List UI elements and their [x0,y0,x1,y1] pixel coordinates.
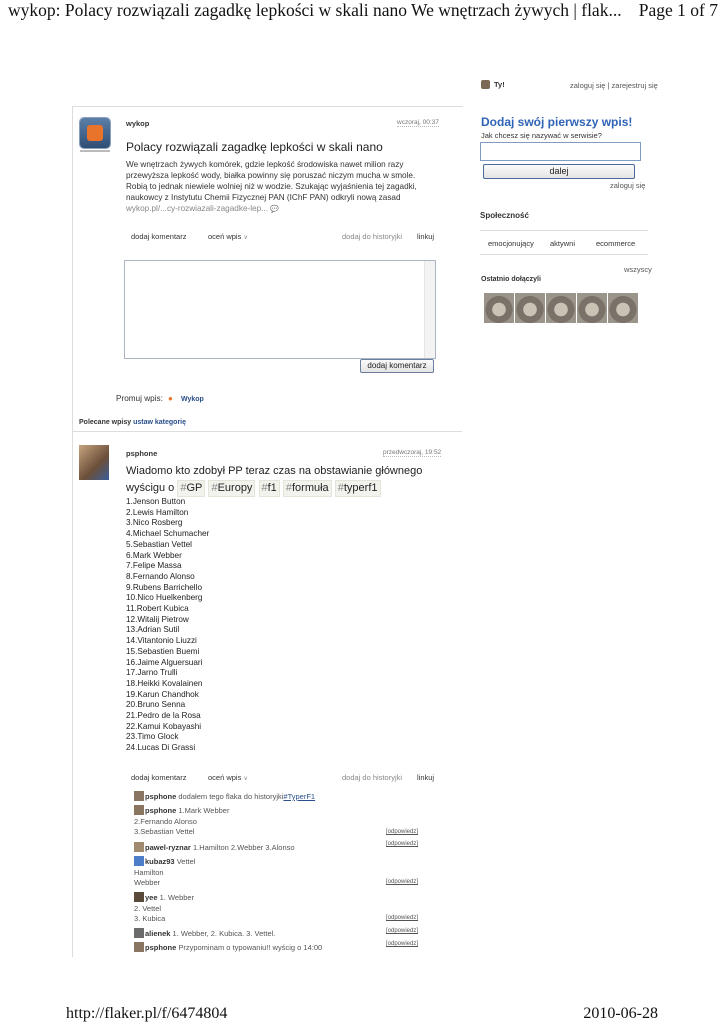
driver-list-item: 13.Adrian Sutil [126,625,180,635]
user-avatar-icon [481,80,490,89]
recommended-header [79,419,186,426]
avatar[interactable] [577,293,607,323]
post2-time[interactable]: przedwczoraj, 19:52 [383,449,442,456]
post-link[interactable]: wykop.pl/...cy-rozwiazali-zagadke-lep... [126,204,268,213]
post2-title-prefix: wyścigu o [126,481,175,494]
comment-hashtag-link[interactable]: #TyperF1 [283,792,316,801]
comment-author[interactable]: psphone [145,806,177,815]
avatar[interactable] [484,293,514,323]
post-time[interactable]: wczoraj, 00:37 [397,119,439,126]
post2-title [126,464,446,497]
tag-typerf1[interactable]: #typerf1 [335,480,381,498]
login-register-links[interactable]: zaloguj się | zarejestruj się [570,81,658,90]
comment-author[interactable]: kubaz93 [145,857,175,866]
current-user: Ty! [494,80,505,89]
driver-list-item: 23.Timo Glock [126,732,179,742]
driver-list-item: 15.Sebastien Buemi [126,646,200,656]
avatar[interactable] [134,942,144,952]
rate-post-dropdown[interactable] [208,232,248,241]
comment-text: 1. Webber [159,893,195,902]
comment-textarea[interactable] [124,260,436,359]
sidebar-heading: Dodaj swój pierwszy wpis! [481,115,633,129]
comment-text: Hamilton [134,867,164,877]
avatar[interactable] [134,791,144,801]
bullet-icon: ● [168,394,173,403]
comment-author[interactable]: pawel-ryznar [145,843,191,852]
driver-list-item: 10.Nico Huelkenberg [126,593,203,603]
driver-list-item: 3.Nico Rosberg [126,518,183,528]
driver-list-item: 11.Robert Kubica [126,604,189,614]
avatar[interactable] [134,928,144,938]
driver-list-item: 16.Jaime Alguersuari [126,657,203,667]
tag-label: GP [186,481,203,494]
reply-link[interactable]: [odpowiedz] [386,915,419,921]
add-to-story-link[interactable]: dodaj do historyjki [342,232,403,241]
comment-text: 1. Webber, 2. Kubica. 3. Vettel. [172,929,276,938]
divider [72,431,462,432]
comment-author[interactable]: psphone [145,792,177,801]
tag-gp[interactable]: #GP [177,480,205,498]
tag-europy[interactable]: #Europy [208,480,255,498]
comment-text: 1.Mark Webber [178,806,230,815]
nickname-input[interactable] [480,142,641,161]
avatar[interactable] [134,856,144,866]
comment-text: Webber [134,878,161,887]
avatar[interactable] [546,293,576,323]
rate-label: oceń wpis [208,232,242,241]
set-category-link[interactable]: ustaw kategorię [133,419,187,426]
tab-emotional[interactable]: emocjonujący [488,239,534,248]
driver-list-item: 8.Fernando Alonso [126,571,195,581]
print-page-number: Page 1 of 7 [638,0,718,20]
post2-permalink-link[interactable]: linkuj [417,773,435,782]
comment-item [134,805,229,838]
comment-item [134,791,315,803]
avatar[interactable] [608,293,638,323]
add-comment-link[interactable]: dodaj komentarz [131,232,187,241]
driver-list-item: 24.Lucas Di Grassi [126,743,196,753]
textarea-scrollbar[interactable] [424,261,435,358]
comment-item [134,928,275,940]
recent-users [484,293,640,324]
driver-list [126,497,209,754]
comment-author[interactable]: psphone [145,943,177,952]
post2-rate-dropdown[interactable] [208,773,248,782]
driver-list-item: 20.Bruno Senna [126,700,186,710]
comment-text: 1.Hamilton 2.Webber 3.Alonso [192,843,295,852]
all-users-link[interactable]: wszyscy [624,265,652,274]
comment-text: 3.Sebastian Vettel [134,827,195,836]
post-body-line: przewyższa lepkość wody, białka powinny się poruszać niczym mucha w smole. [126,171,416,180]
psphone-avatar-icon[interactable] [79,445,109,480]
reply-link[interactable]: [odpowiedz] [386,928,419,934]
post2-add-comment-link[interactable]: dodaj komentarz [131,773,187,782]
reply-link[interactable]: [odpowiedz] [386,941,419,947]
driver-list-item: 4.Michael Schumacher [126,529,210,539]
post-body-line: We wnętrzach żywych komórek, gdzie lepkość środowiska nawet milion razy [126,160,404,169]
driver-list-item: 21.Pedro de la Rosa [126,711,201,721]
comment-author[interactable]: yee [145,893,158,902]
promote-label: Promuj wpis: [116,394,163,403]
comment-item [134,856,195,889]
driver-list-item: 17.Jarno Trulli [126,668,178,678]
tab-active[interactable]: aktywni [550,239,576,248]
tag-label: typerf1 [343,481,378,494]
post2-title-line: Wiadomo kto zdobył PP teraz czas na obstawianie głównego [126,465,423,477]
comment-item [134,842,295,854]
tag-formula[interactable]: #formuła [283,480,332,498]
avatar[interactable] [515,293,545,323]
permalink-link[interactable]: linkuj [417,232,435,241]
comment-text: 2. Vettel [134,903,162,913]
print-title: wykop: Polacy rozwiązali zagadkę lepkości w skali nano We wnętrzach żywych | flak... [8,0,622,20]
tag-label: formuła [292,481,329,494]
divider [480,230,648,231]
comment-item [134,892,194,925]
post2-author[interactable]: psphone [126,449,158,458]
print-date: 2010-06-28 [583,1005,658,1022]
community-heading: Społeczność [480,211,529,220]
driver-list-item: 12.Witalij Pietrow [126,614,189,624]
wykop-avatar-icon[interactable] [80,118,110,148]
post-title: Polacy rozwiązali zagadkę lepkości w skali nano [126,140,383,154]
avatar-underline [80,150,110,152]
chevron-down-icon: ∨ [243,776,248,782]
avatar[interactable] [134,842,144,852]
driver-list-item: 1.Jenson Button [126,497,186,506]
rate-label: oceń wpis [208,773,242,782]
reply-link[interactable]: [odpowiedz] [386,841,419,847]
nickname-question: Jak chcesz się nazywać w serwisie? [481,131,602,140]
comment-text: Przypominam o typowaniu!! wyścig o 14:00 [178,943,323,952]
post-body-line: Robią to jednak niewiele wolniej niż w wodzie. Szukając wyjaśnienia tej zagadki, [126,182,417,191]
tag-label: Europy [217,481,253,494]
avatar[interactable] [134,805,144,815]
comment-item [134,942,322,954]
tag-f1[interactable]: #f1 [259,480,280,498]
recently-joined-heading: Ostatnio dołączyli [481,276,541,283]
post-author[interactable]: wykop [126,119,150,128]
comment-text: Vettel [176,857,196,866]
post-body [126,159,446,215]
comment-text: dodałem tego flaka do historyjki [178,792,284,801]
post2-add-to-story-link[interactable]: dodaj do historyjki [342,773,403,782]
sidebar-login-link[interactable]: zaloguj się [610,181,646,190]
driver-list-item: 14.Vitantonio Liuzzi [126,636,197,646]
avatar[interactable] [134,892,144,902]
driver-list-item: 6.Mark Webber [126,550,182,560]
recommended-label: Polecane wpisy [79,419,132,426]
next-button[interactable]: dalej [483,164,635,179]
driver-list-item: 18.Heikki Kovalainen [126,678,203,688]
driver-list-item: 22.Kamui Kobayashi [126,721,202,731]
reply-link[interactable]: [odpowiedz] [386,879,419,885]
tag-label: f1 [267,481,277,494]
post-body-line: naukowcy z Instytutu Chemii Fizycznej PAN (IChF PAN) odkryli nową zasad [126,193,401,202]
chevron-down-icon: ∨ [243,235,248,241]
speech-bubble-icon: 💬 [270,206,279,213]
comment-text: 3. Kubica [134,914,166,923]
comment-author[interactable]: alienek [145,929,171,938]
driver-list-item: 19.Karun Chandhok [126,689,199,699]
driver-list-item: 5.Sebastian Vettel [126,539,193,549]
driver-list-item: 2.Lewis Hamilton [126,507,189,517]
print-url: http://flaker.pl/f/6474804 [66,1005,228,1022]
promote-wykop-link[interactable]: Wykop [181,396,204,403]
tab-ecommerce[interactable]: ecommerce [596,239,636,248]
driver-list-item: 9.Rubens Barrichello [126,582,203,592]
driver-list-item: 7.Felipe Massa [126,561,182,571]
divider [480,254,648,255]
submit-comment-button[interactable]: dodaj komentarz [360,359,434,373]
comment-text: 2.Fernando Alonso [134,816,197,826]
reply-link[interactable]: [odpowiedz] [386,829,419,835]
